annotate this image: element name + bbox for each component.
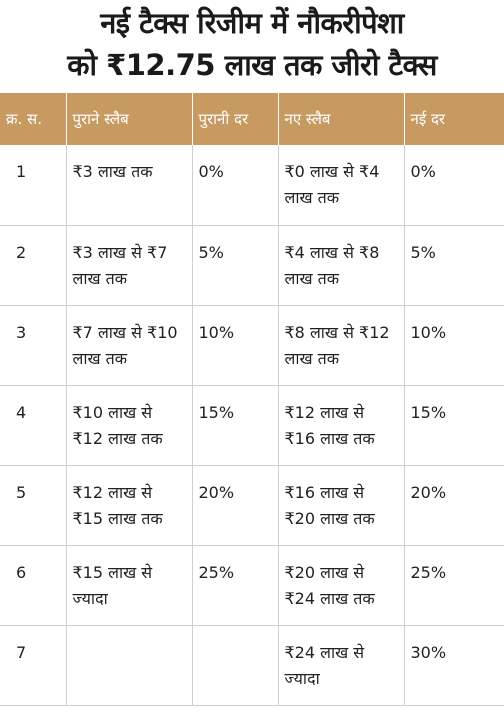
header-old-rate: पुरानी दर xyxy=(192,93,278,145)
table-row xyxy=(0,545,504,625)
new-slab-cell: ₹24 लाख से ज्यादा xyxy=(278,625,404,705)
headline-line-2: को ₹12.75 लाख तक जीरो टैक्स xyxy=(67,48,437,82)
old-slab-cell: ₹15 लाख से ज्यादा xyxy=(66,545,192,625)
old-rate-cell: 0% xyxy=(192,145,278,225)
old-slab-cell: ₹12 लाख से ₹15 लाख तक xyxy=(66,465,192,545)
new-slab-cell: ₹0 लाख से ₹4 लाख तक xyxy=(278,145,404,225)
old-rate-cell: 20% xyxy=(192,465,278,545)
old-slab-cell: ₹7 लाख से ₹10 लाख तक xyxy=(66,305,192,385)
new-rate-cell: 0% xyxy=(404,145,504,225)
new-slab-cell: ₹20 लाख से ₹24 लाख तक xyxy=(278,545,404,625)
table-header-row xyxy=(0,93,504,145)
new-rate-cell: 5% xyxy=(404,225,504,305)
header-new-slab: नए स्लैब xyxy=(278,93,404,145)
new-slab-cell: ₹4 लाख से ₹8 लाख तक xyxy=(278,225,404,305)
new-rate-cell: 20% xyxy=(404,465,504,545)
new-slab-cell: ₹16 लाख से ₹20 लाख तक xyxy=(278,465,404,545)
serial-cell: 6 xyxy=(0,545,66,625)
new-slab-cell: ₹8 लाख से ₹12 लाख तक xyxy=(278,305,404,385)
table-row xyxy=(0,465,504,545)
old-rate-cell: 15% xyxy=(192,385,278,465)
table-row xyxy=(0,625,504,705)
table-row xyxy=(0,385,504,465)
old-slab-cell xyxy=(66,625,192,705)
tax-slab-table xyxy=(0,93,504,706)
new-rate-cell: 30% xyxy=(404,625,504,705)
serial-cell: 5 xyxy=(0,465,66,545)
new-slab-cell: ₹12 लाख से ₹16 लाख तक xyxy=(278,385,404,465)
header-old-slab: पुराने स्लैब xyxy=(66,93,192,145)
serial-cell: 3 xyxy=(0,305,66,385)
old-rate-cell: 10% xyxy=(192,305,278,385)
header-serial: क्र. स. xyxy=(0,93,66,145)
serial-cell: 4 xyxy=(0,385,66,465)
table-row xyxy=(0,305,504,385)
serial-cell: 1 xyxy=(0,145,66,225)
headline-line-1: नई टैक्स रिजीम में नौकरीपेशा xyxy=(100,6,404,40)
new-rate-cell: 10% xyxy=(404,305,504,385)
old-slab-cell: ₹10 लाख से ₹12 लाख तक xyxy=(66,385,192,465)
new-rate-cell: 15% xyxy=(404,385,504,465)
old-rate-cell: 25% xyxy=(192,545,278,625)
table-row xyxy=(0,225,504,305)
serial-cell: 2 xyxy=(0,225,66,305)
old-slab-cell: ₹3 लाख तक xyxy=(66,145,192,225)
headline xyxy=(0,0,504,93)
new-rate-cell: 25% xyxy=(404,545,504,625)
serial-cell: 7 xyxy=(0,625,66,705)
header-new-rate: नई दर xyxy=(404,93,504,145)
table-row xyxy=(0,145,504,225)
old-rate-cell: 5% xyxy=(192,225,278,305)
old-slab-cell: ₹3 लाख से ₹7 लाख तक xyxy=(66,225,192,305)
old-rate-cell xyxy=(192,625,278,705)
